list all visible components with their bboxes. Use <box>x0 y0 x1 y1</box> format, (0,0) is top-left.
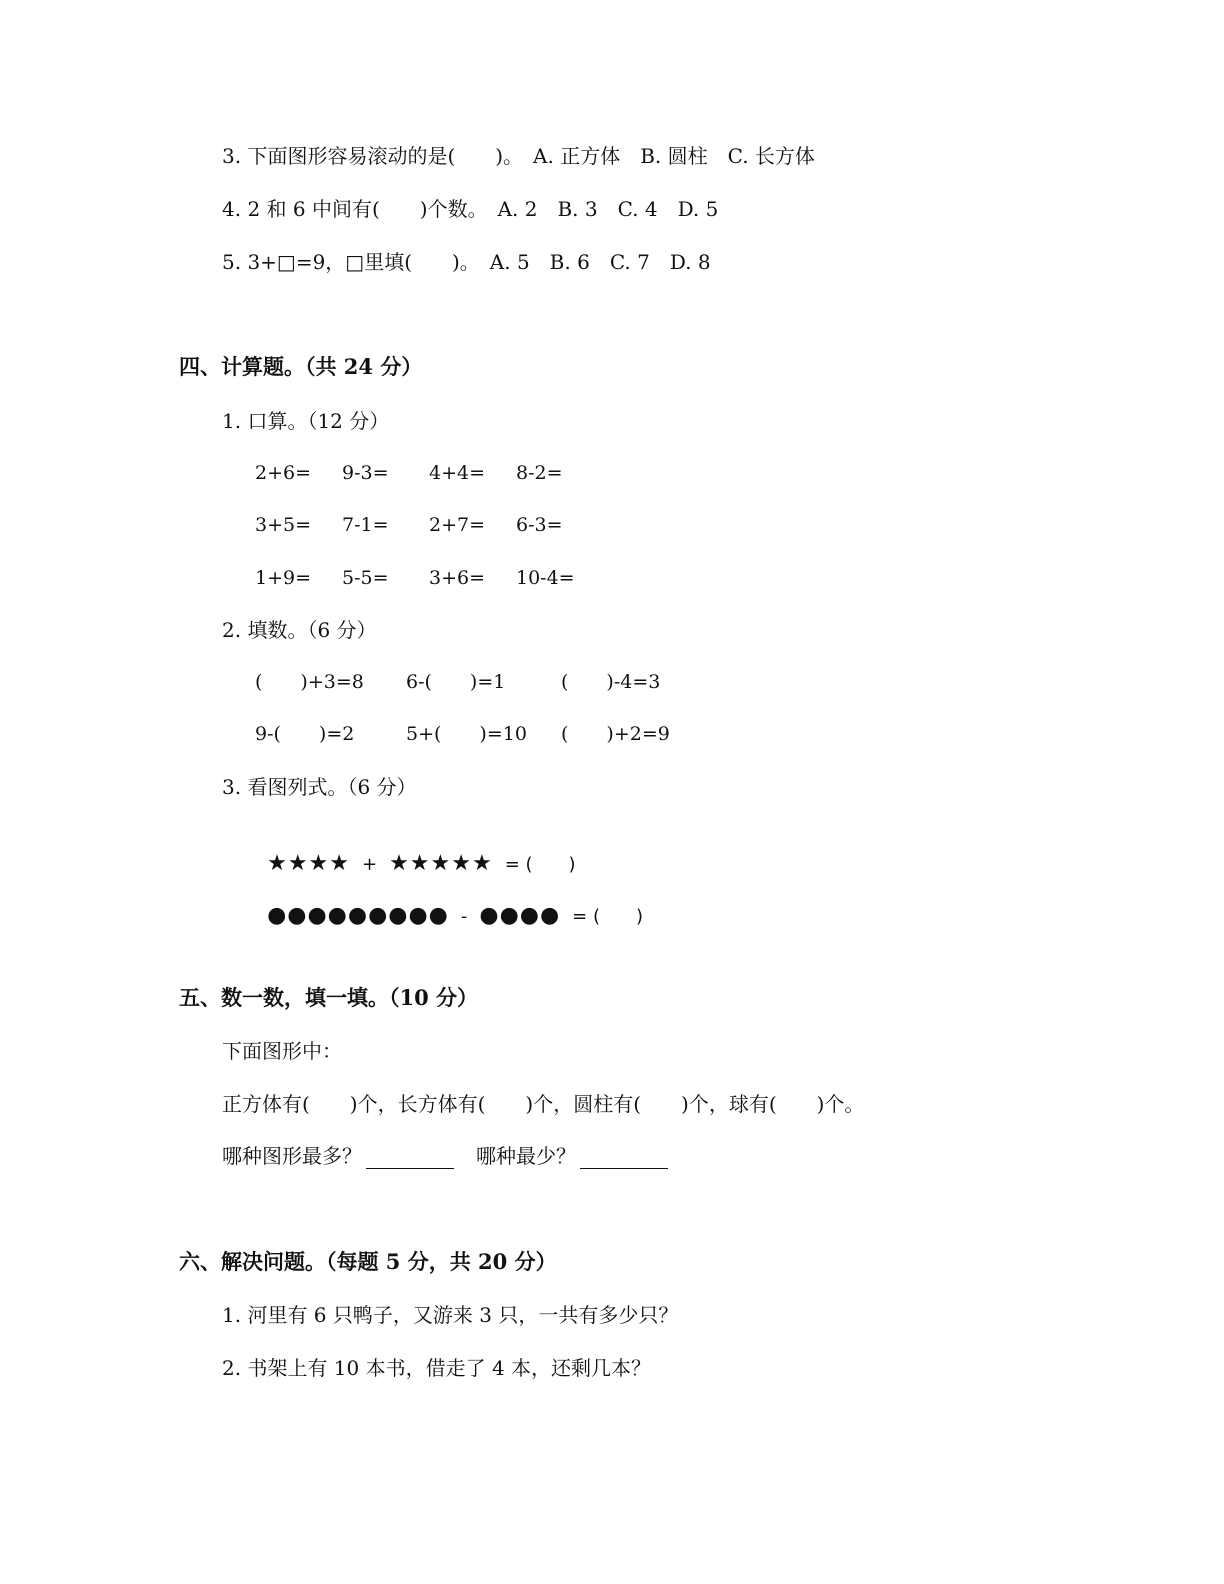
oral-calc-title: 1. 口算。（12 分） <box>222 409 390 433</box>
picture-equation-title: 3. 看图列式。（6 分） <box>222 775 417 799</box>
fill-numbers-title: 2. 填数。（6 分） <box>222 618 377 642</box>
answer-blank[interactable] <box>366 1148 454 1169</box>
fill-item: ( )+3=8 <box>255 671 364 693</box>
fill-item: 5+( )=10 <box>406 723 527 745</box>
dot-group-icon: ●●●● <box>479 903 561 928</box>
fill-item: ( )-4=3 <box>561 671 661 693</box>
oral-calc-item: 2+7= <box>429 514 486 536</box>
oral-calc-item: 2+6= <box>255 462 312 484</box>
oral-calc-item: 5-5= <box>342 567 389 589</box>
star-group-icon: ★★★★ <box>267 851 350 876</box>
plus-sign: + <box>361 854 378 875</box>
answer-blank[interactable] <box>580 1148 668 1169</box>
most-question: 哪种图形最多？ <box>222 1144 362 1168</box>
least-question: 哪种最少？ <box>476 1144 576 1168</box>
fill-item: ( )+2=9 <box>561 723 670 745</box>
shapes-most-least-line <box>222 1143 668 1169</box>
oral-calc-item: 1+9= <box>255 567 312 589</box>
oral-calc-item: 3+5= <box>255 514 312 536</box>
fill-item: 9-( )=2 <box>255 723 355 745</box>
oral-calc-item: 8-2= <box>516 462 563 484</box>
oral-calc-item: 9-3= <box>342 462 389 484</box>
section-4-heading: 四、计算题。（共 24 分） <box>179 354 423 379</box>
oral-calc-item: 10-4= <box>516 567 575 589</box>
oral-calc-item: 6-3= <box>516 514 563 536</box>
section-6-heading: 六、解决问题。（每题 5 分，共 20 分） <box>179 1249 557 1274</box>
fill-item: 6-( )=1 <box>406 671 506 693</box>
equals-blank: = ( ) <box>572 906 644 927</box>
shapes-intro: 下面图形中： <box>222 1039 342 1063</box>
choice-question-5: 5. 3+□=9，□里填( )。 A. 5 B. 6 C. 7 D. 8 <box>222 250 711 274</box>
minus-sign: - <box>460 906 468 927</box>
choice-question-3: 3. 下面图形容易滚动的是( )。 A. 正方体 B. 圆柱 C. 长方体 <box>222 144 815 168</box>
oral-calc-item: 3+6= <box>429 567 486 589</box>
word-problem-2: 2. 书架上有 10 本书，借走了 4 本，还剩几本？ <box>222 1356 652 1380</box>
shapes-count-line: 正方体有( )个，长方体有( )个，圆柱有( )个，球有( )个。 <box>222 1092 865 1116</box>
picture-equation-row <box>255 877 655 930</box>
word-problem-1: 1. 河里有 6 只鸭子，又游来 3 只，一共有多少只？ <box>222 1303 679 1327</box>
oral-calc-item: 4+4= <box>429 462 486 484</box>
equals-blank: = ( ) <box>504 854 576 875</box>
dot-group-icon: ●●●●●●●●● <box>267 903 449 928</box>
oral-calc-item: 7-1= <box>342 514 389 536</box>
picture-equation-row <box>255 825 588 878</box>
star-group-icon: ★★★★★ <box>389 851 493 876</box>
choice-question-4: 4. 2 和 6 中间有( )个数。 A. 2 B. 3 C. 4 D. 5 <box>222 197 719 221</box>
section-5-heading: 五、数一数，填一填。（10 分） <box>179 985 479 1010</box>
